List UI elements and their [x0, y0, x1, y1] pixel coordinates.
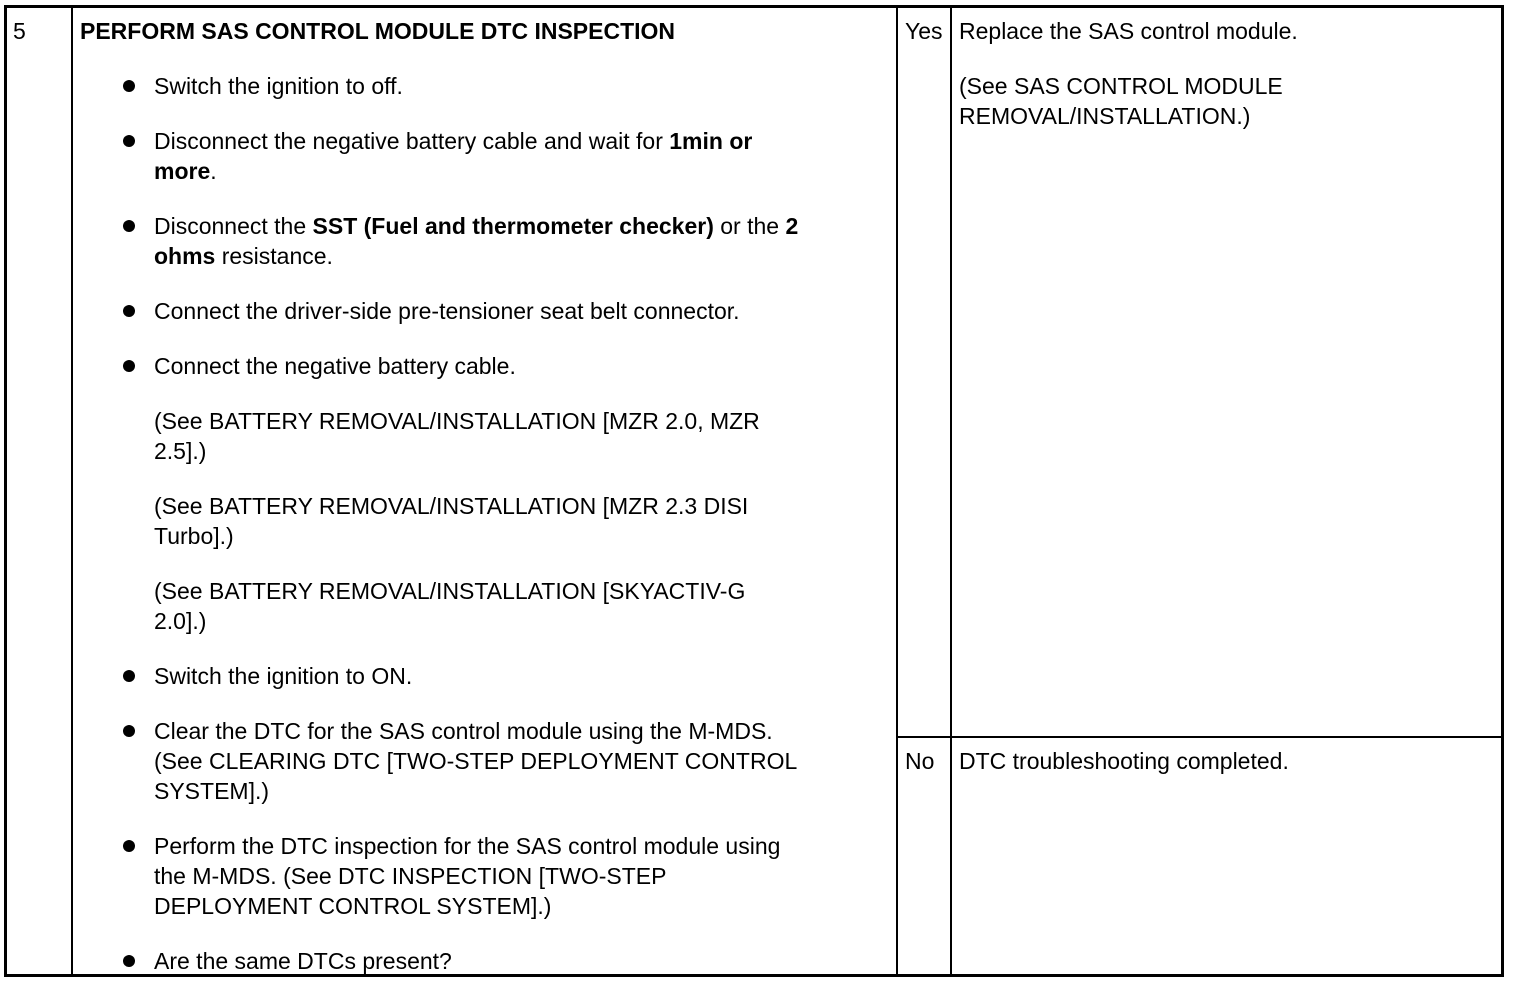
reference-note: [154, 576, 874, 636]
procedure-step-text: Disconnect the negative battery cable and wait for: [154, 128, 670, 154]
no-action: DTC troubleshooting completed.: [959, 748, 1289, 774]
inspection-table: [4, 5, 1504, 977]
procedure-step: [154, 351, 874, 381]
reference-link: (See BATTERY REMOVAL/INSTALLATION [MZR 2.0, MZR: [154, 408, 760, 434]
yes-label: Yes: [905, 18, 943, 44]
procedure-step: [154, 71, 874, 101]
step-number: 5: [13, 18, 26, 44]
procedure-emphasis: ohms: [154, 243, 216, 269]
reference-link: (See BATTERY REMOVAL/INSTALLATION [SKYACTIV-G: [154, 578, 746, 604]
procedure-step-text: SYSTEM].): [154, 778, 270, 804]
procedure-step-text: or the: [713, 213, 786, 239]
bullet-icon: [123, 135, 135, 147]
procedure-step-text: Connect the driver-side pre-tensioner seat belt connector.: [154, 298, 740, 324]
procedure-step-text: DEPLOYMENT CONTROL SYSTEM].): [154, 893, 552, 919]
reference-link: 2.0].): [154, 608, 207, 634]
bullet-icon: [123, 220, 135, 232]
procedure-step: [154, 211, 874, 271]
procedure-step-text: Clear the DTC for the SAS control module using the M-MDS.: [154, 718, 773, 744]
step-title: PERFORM SAS CONTROL MODULE DTC INSPECTION: [80, 18, 676, 44]
reference-link: 2.5].): [154, 438, 207, 464]
reference-link: (See BATTERY REMOVAL/INSTALLATION [MZR 2.3 DISI: [154, 493, 749, 519]
yes-action: Replace the SAS control module.: [959, 18, 1298, 44]
bullet-icon: [123, 840, 135, 852]
procedure-question: Are the same DTCs present?: [154, 948, 452, 974]
reference-link: REMOVAL/INSTALLATION.): [959, 103, 1251, 129]
procedure-step-text: Switch the ignition to ON.: [154, 663, 413, 689]
procedure-step-text: Disconnect the: [154, 213, 313, 239]
procedure-step: [154, 831, 874, 921]
yes-reference: [959, 71, 1283, 131]
procedure-step: [154, 126, 874, 186]
procedure-step-text: the M-MDS. (See DTC INSPECTION [TWO-STEP: [154, 863, 667, 889]
bullet-icon: [123, 725, 135, 737]
procedure-step-text: (See CLEARING DTC [TWO-STEP DEPLOYMENT CONTROL: [154, 748, 798, 774]
reference-note: [154, 406, 874, 466]
procedure-emphasis: 2: [785, 213, 799, 239]
bullet-icon: [123, 360, 135, 372]
procedure-step-text: Perform the DTC inspection for the SAS control module using: [154, 833, 781, 859]
procedure-step: [154, 661, 874, 691]
procedure-emphasis: more: [154, 158, 211, 184]
procedure-step: [154, 946, 874, 976]
procedure-step-text: Connect the negative battery cable.: [154, 353, 516, 379]
procedure-step-text: resistance.: [215, 243, 333, 269]
column-divider: [950, 8, 952, 974]
reference-link: Turbo].): [154, 523, 234, 549]
row-divider: [896, 736, 1501, 738]
bullet-icon: [123, 305, 135, 317]
bullet-icon: [123, 80, 135, 92]
procedure-list: [7, 8, 907, 974]
procedure-step: [154, 296, 874, 326]
no-label: No: [905, 748, 935, 774]
bullet-icon: [123, 955, 135, 967]
reference-link: (See SAS CONTROL MODULE: [959, 73, 1283, 99]
procedure-emphasis: 1min or: [669, 128, 753, 154]
reference-note: [154, 491, 874, 551]
procedure-step-text: Switch the ignition to off.: [154, 73, 403, 99]
procedure-emphasis: SST (Fuel and thermometer checker): [312, 213, 714, 239]
procedure-step-text: .: [210, 158, 217, 184]
bullet-icon: [123, 670, 135, 682]
procedure-step: [154, 716, 874, 806]
